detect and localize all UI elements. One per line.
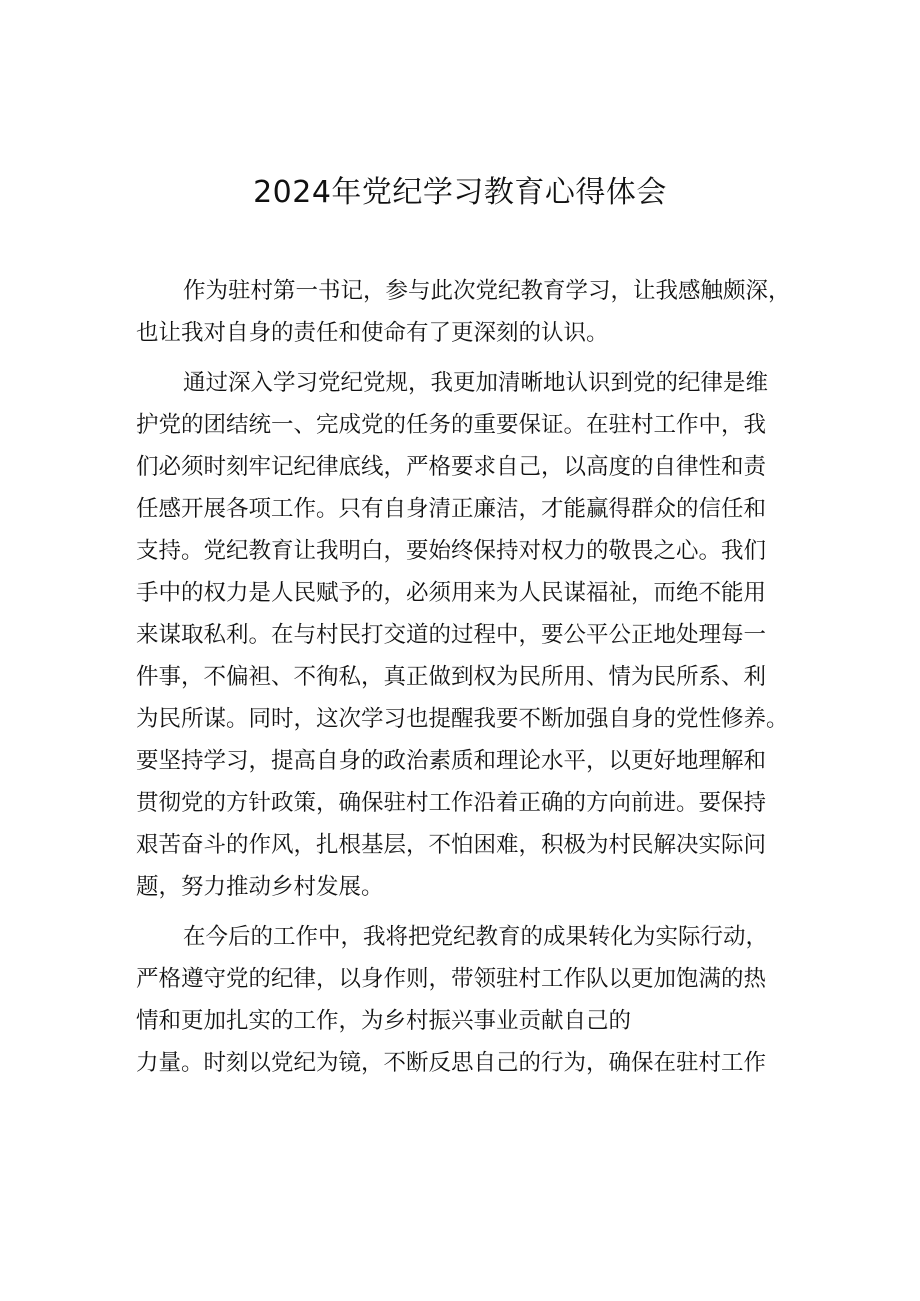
paragraph-line: 力量。时刻以党纪为镜，不断反思自己的行为，确保在驻村工作 <box>136 1050 767 1076</box>
paragraph-line: 要坚持学习，提高自身的政治素质和理论水平，以更好地理解和 <box>136 748 767 774</box>
paragraph-3 <box>136 916 796 1084</box>
paragraph-line: 护党的团结统一、完成党的任务的重要保证。在驻村工作中，我 <box>136 412 767 438</box>
paragraph-line: 手中的权力是人民赋予的，必须用来为人民谋福祉，而绝不能用 <box>136 580 767 606</box>
paragraph-line: 贯彻党的方针政策，确保驻村工作沿着正确的方向前进。要保持 <box>136 790 767 816</box>
paragraph-line: 艰苦奋斗的作风，扎根基层，不怕困难，积极为村民解决实际问 <box>136 832 767 858</box>
paragraph-line: 也让我对自身的责任和使命有了更深刻的认识。 <box>136 320 609 346</box>
paragraph-line: 来谋取私利。在与村民打交道的过程中，要公平公正地处理每一 <box>136 622 767 648</box>
paragraph-line: 们必须时刻牢记纪律底线，严格要求自己，以高度的自律性和责 <box>136 454 767 480</box>
paragraph-line: 支持。党纪教育让我明白，要始终保持对权力的敬畏之心。我们 <box>136 538 767 564</box>
paragraph-line: 为民所谋。同时，这次学习也提醒我要不断加强自身的党性修养。 <box>136 706 789 732</box>
paragraph-line: 严格遵守党的纪律，以身作则，带领驻村工作队以更加饱满的热 <box>136 966 767 992</box>
document-title: 2024年党纪学习教育心得体会 <box>253 175 667 210</box>
paragraph-line: 任感开展各项工作。只有自身清正廉洁，才能赢得群众的信任和 <box>136 496 767 522</box>
paragraph-line: 情和更加扎实的工作，为乡村振兴事业贡献自己的 <box>136 1008 632 1034</box>
paragraph-2 <box>136 362 796 908</box>
paragraph-line: 作为驻村第一书记，参与此次党纪教育学习，让我感触颇深， <box>183 278 791 304</box>
paragraph-line: 在今后的工作中，我将把党纪教育的成果转化为实际行动， <box>183 924 769 950</box>
paragraph-line: 件事，不偏袒、不徇私，真正做到权为民所用、情为民所系、利 <box>136 664 767 690</box>
paragraph-line: 题，努力推动乡村发展。 <box>136 874 384 900</box>
paragraph-line: 通过深入学习党纪党规，我更加清晰地认识到党的纪律是维 <box>183 370 769 396</box>
document-body <box>136 270 796 1092</box>
paragraph-1 <box>136 270 796 354</box>
